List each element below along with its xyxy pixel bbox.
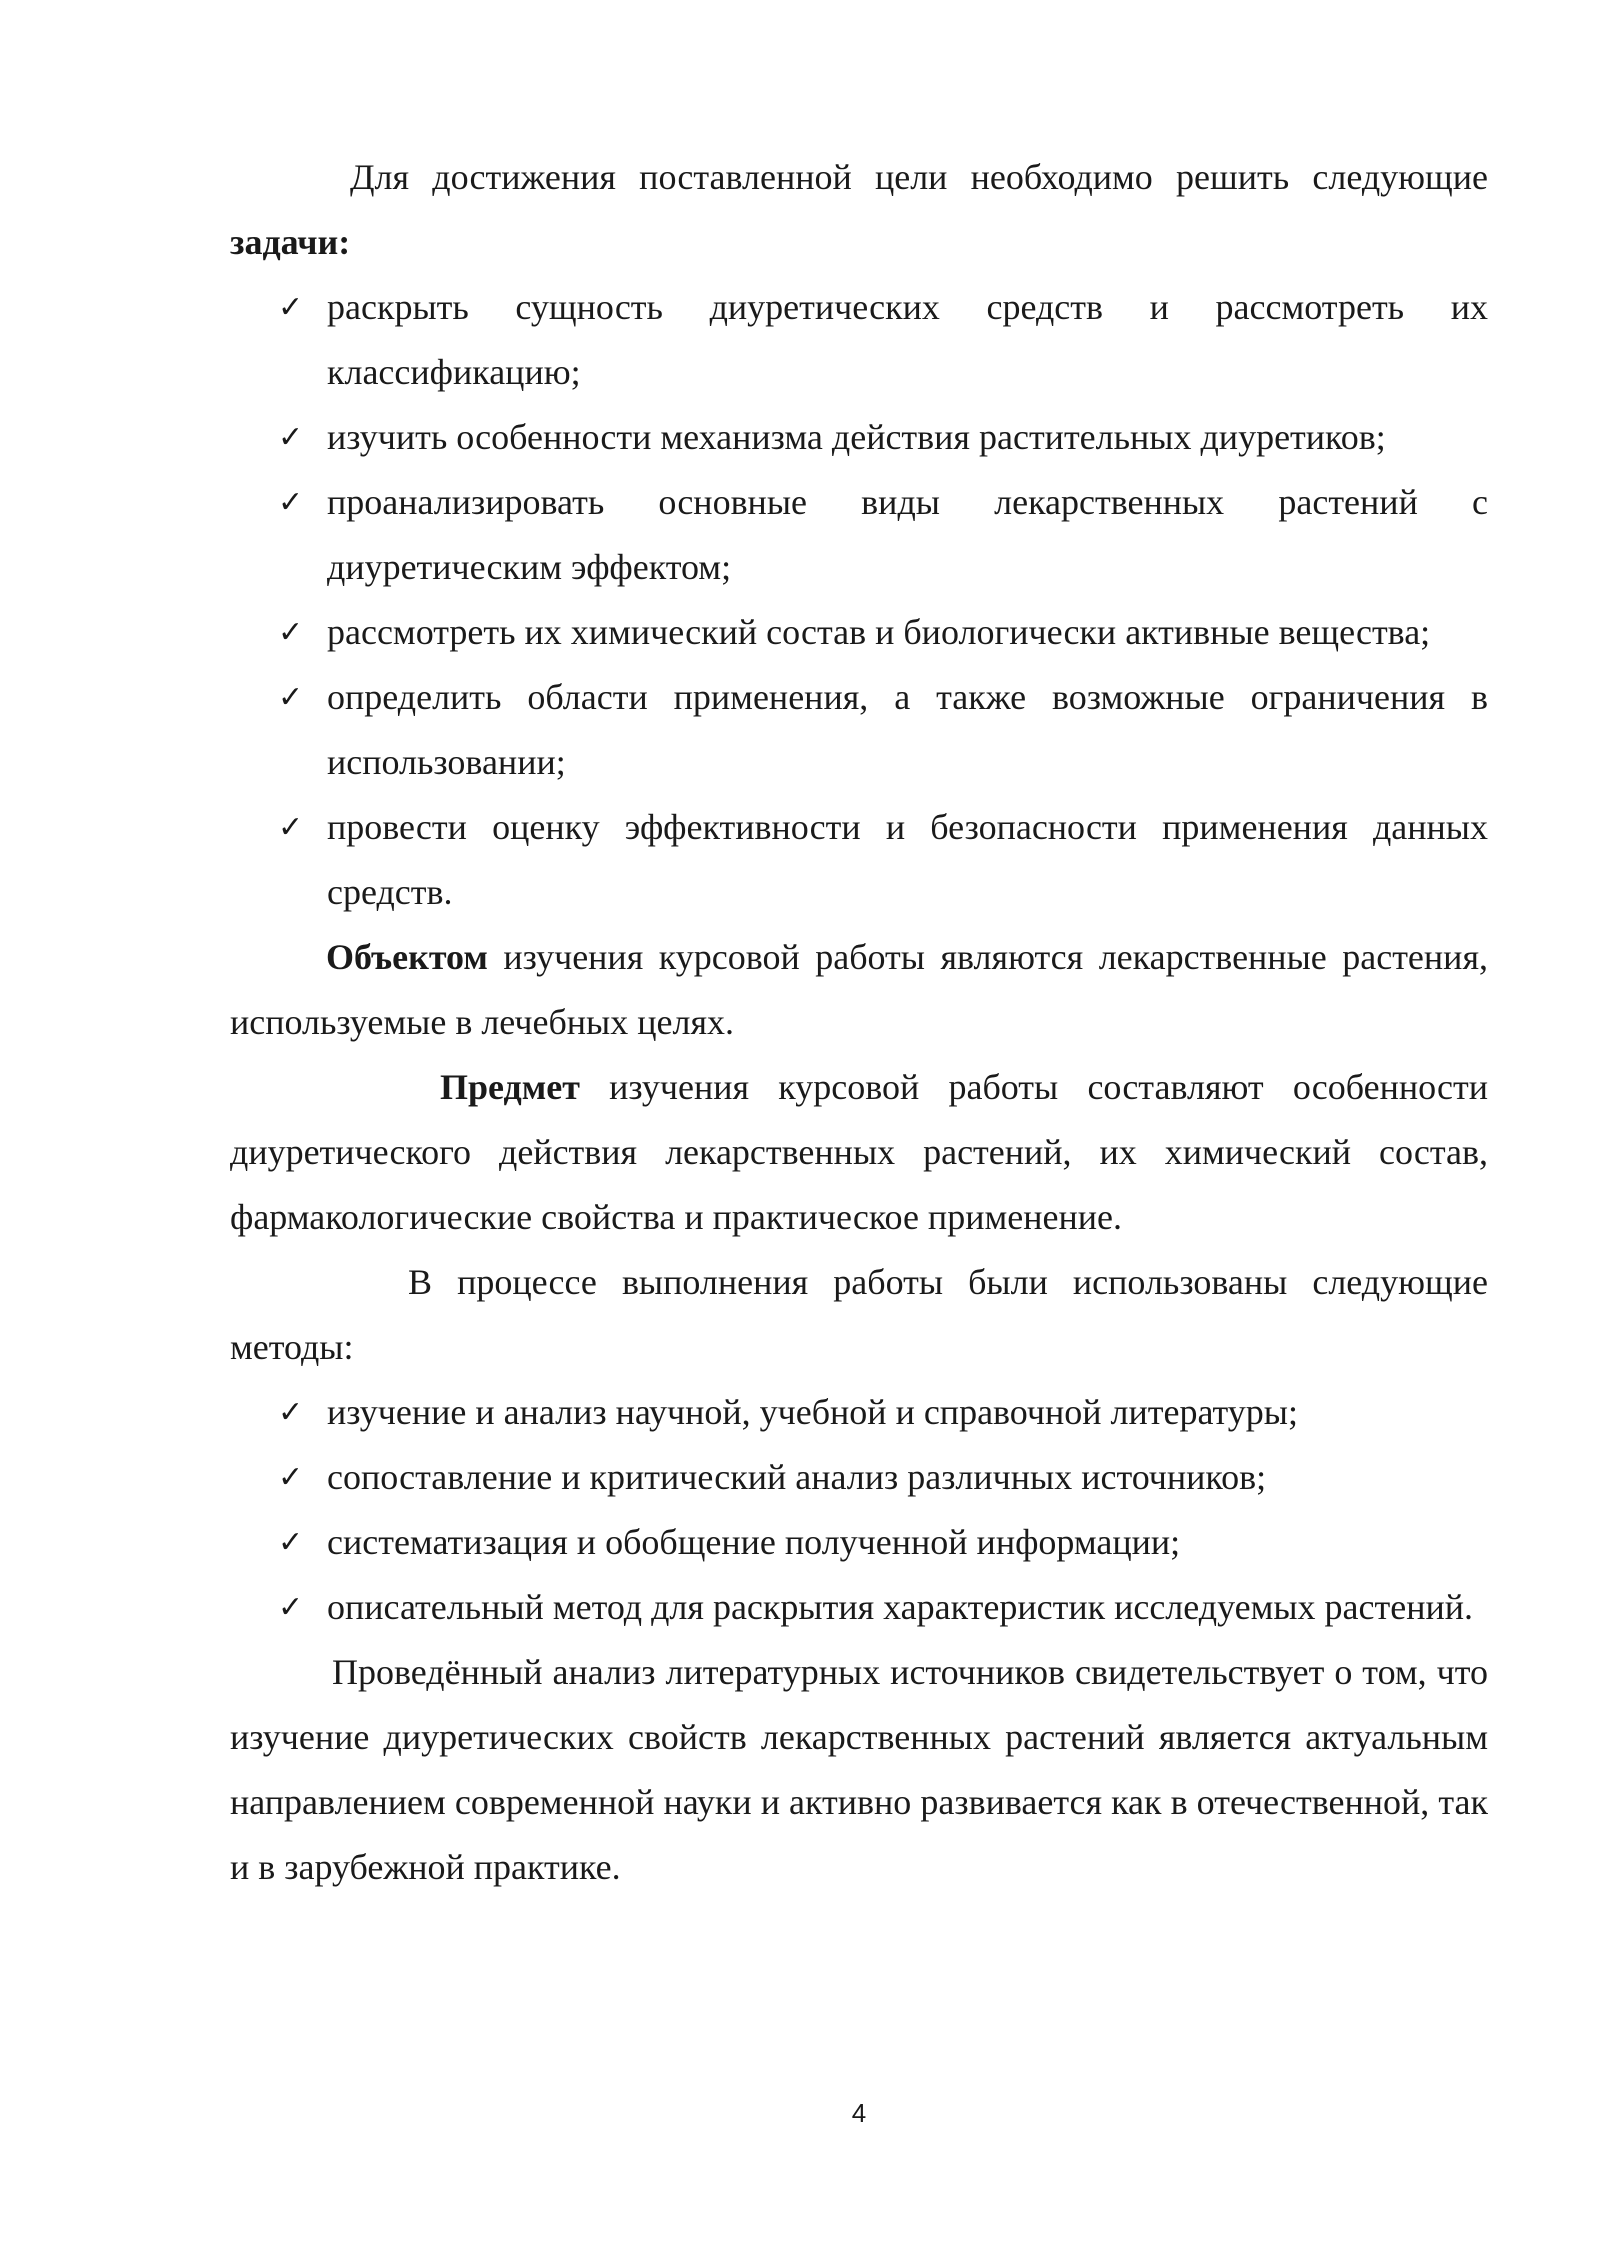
method-text: изучение и анализ научной, учебной и справочной литературы; bbox=[327, 1392, 1298, 1432]
list-item bbox=[230, 1510, 1488, 1575]
check-mark-icon: ✓ bbox=[278, 810, 304, 845]
check-mark-icon: ✓ bbox=[278, 290, 304, 325]
subject-text: изучения курсовой работы составляют особенности диуретического действия лекарственных растений, их химический состав, фармакологические свойства и практическое применение. bbox=[230, 1067, 1488, 1237]
check-mark-icon: ✓ bbox=[278, 420, 304, 455]
conclusion-paragraph: Проведённый анализ литературных источников свидетельствует о том, что изучение диуретических свойств лекарственных растений является актуальным направлением современной науки и активно развивается как в отечественной, так и в зарубежной практике. bbox=[230, 1652, 1488, 1887]
check-mark-icon: ✓ bbox=[278, 680, 304, 715]
check-mark-icon: ✓ bbox=[278, 1525, 304, 1560]
list-item bbox=[230, 1575, 1488, 1640]
tasks-heading: задачи: bbox=[230, 222, 351, 262]
task-text: рассмотреть их химический состав и биологически активные вещества; bbox=[327, 612, 1431, 652]
check-mark-icon: ✓ bbox=[278, 485, 304, 520]
list-item bbox=[230, 1380, 1488, 1445]
task-text: изучить особенности механизма действия растительных диуретиков; bbox=[327, 417, 1386, 457]
tasks-list bbox=[230, 275, 1488, 925]
methods-intro-paragraph: В процессе выполнения работы были использованы следующие методы: bbox=[230, 1262, 1488, 1367]
check-mark-icon: ✓ bbox=[278, 1395, 304, 1430]
subject-paragraph bbox=[230, 1055, 1488, 1250]
list-item bbox=[230, 275, 1488, 405]
task-text: раскрыть сущность диуретических средств и рассмотреть их классификацию; bbox=[327, 287, 1488, 392]
list-item bbox=[230, 795, 1488, 925]
tasks-intro-paragraph bbox=[230, 145, 1488, 275]
subject-term: Предмет bbox=[440, 1067, 580, 1107]
tasks-intro-text: Для достижения поставленной цели необходимо решить следующие bbox=[350, 157, 1488, 197]
methods-list bbox=[230, 1380, 1488, 1640]
list-item bbox=[230, 1445, 1488, 1510]
check-mark-icon: ✓ bbox=[278, 615, 304, 650]
task-text: проанализировать основные виды лекарственных растений с диуретическим эффектом; bbox=[327, 482, 1488, 587]
check-mark-icon: ✓ bbox=[278, 1590, 304, 1625]
page-number: 4 bbox=[851, 2098, 867, 2128]
list-item bbox=[230, 665, 1488, 795]
object-text: изучения курсовой работы являются лекарственные растения, используемые в лечебных целях. bbox=[230, 937, 1488, 1042]
method-text: систематизация и обобщение полученной информации; bbox=[327, 1522, 1181, 1562]
method-text: сопоставление и критический анализ различных источников; bbox=[327, 1457, 1267, 1497]
task-text: определить области применения, а также возможные ограничения в использовании; bbox=[327, 677, 1488, 782]
list-item bbox=[230, 405, 1488, 470]
list-item bbox=[230, 600, 1488, 665]
task-text: провести оценку эффективности и безопасности применения данных средств. bbox=[327, 807, 1488, 912]
method-text: описательный метод для раскрытия характеристик исследуемых растений. bbox=[327, 1587, 1474, 1627]
object-term: Объектом bbox=[326, 937, 488, 977]
object-paragraph bbox=[230, 925, 1488, 1055]
list-item bbox=[230, 470, 1488, 600]
check-mark-icon: ✓ bbox=[278, 1460, 304, 1495]
page-body bbox=[230, 145, 1488, 1900]
